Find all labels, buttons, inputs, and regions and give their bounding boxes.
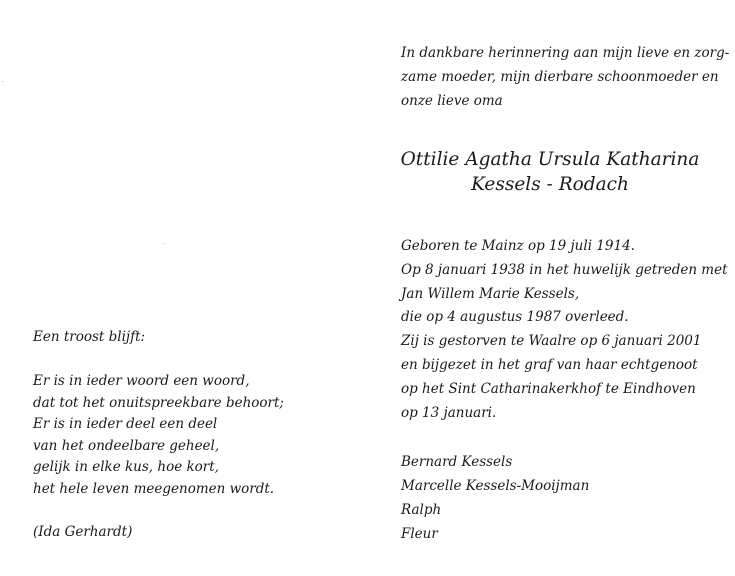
signatory-name: Marcelle Kessels-Mooijman [401, 478, 590, 494]
biography [401, 235, 728, 425]
poem-line: Er is in ieder woord een woord, [33, 373, 250, 389]
dedication-line: In dankbare herinnering aan mijn lieve en zorg- [401, 45, 730, 61]
poem-line: van het ondeelbare geheel, [33, 437, 220, 454]
intro-line [33, 327, 145, 347]
poem-line: dat tot het onuitspreekbare behoort; [33, 394, 284, 411]
poem-line: gelijk in elke kus, hoe kort, [33, 459, 219, 475]
bio-line: Jan Willem Marie Kessels, [401, 285, 580, 302]
bio-line: Geboren te Mainz op 19 juli 1914. [401, 238, 635, 254]
name-line: Kessels - Rodach [471, 174, 629, 195]
bio-line: op 13 januari. [401, 404, 497, 421]
scan-speck [2, 81, 3, 82]
poem-attribution [33, 522, 132, 542]
poem-line: het hele leven meegenomen wordt. [33, 480, 275, 497]
signatories [401, 450, 589, 546]
intro-text: Een troost blijft: [33, 329, 146, 345]
dedication-line: zame moeder, mijn dierbare schoonmoeder en [401, 69, 719, 85]
bio-line: Op 8 januari 1938 in het huwelijk getreden met [401, 261, 728, 278]
bio-line: die op 4 augustus 1987 overleed. [401, 309, 629, 326]
dedication-line: onze lieve oma [401, 93, 503, 109]
name-line: Ottilie Agatha Ursula Katharina [400, 149, 700, 170]
dedication [401, 41, 729, 113]
signatory-name: Bernard Kessels [401, 454, 513, 470]
bio-line: Zij is gestorven te Waalre op 6 januari 2001 [401, 333, 702, 350]
scan-speck [164, 243, 165, 244]
poem [33, 371, 284, 500]
attribution-text: (Ida Gerhardt) [33, 524, 133, 540]
bio-line: en bijgezet in het graf van haar echtgenoot [401, 356, 698, 373]
bio-line: op het Sint Catharinakerkhof te Eindhoven [401, 380, 696, 397]
deceased-name [380, 147, 720, 197]
signatory-name: Ralph [401, 502, 442, 518]
signatory-name: Fleur [401, 526, 438, 542]
poem-line: Er is in ieder deel een deel [33, 416, 218, 432]
